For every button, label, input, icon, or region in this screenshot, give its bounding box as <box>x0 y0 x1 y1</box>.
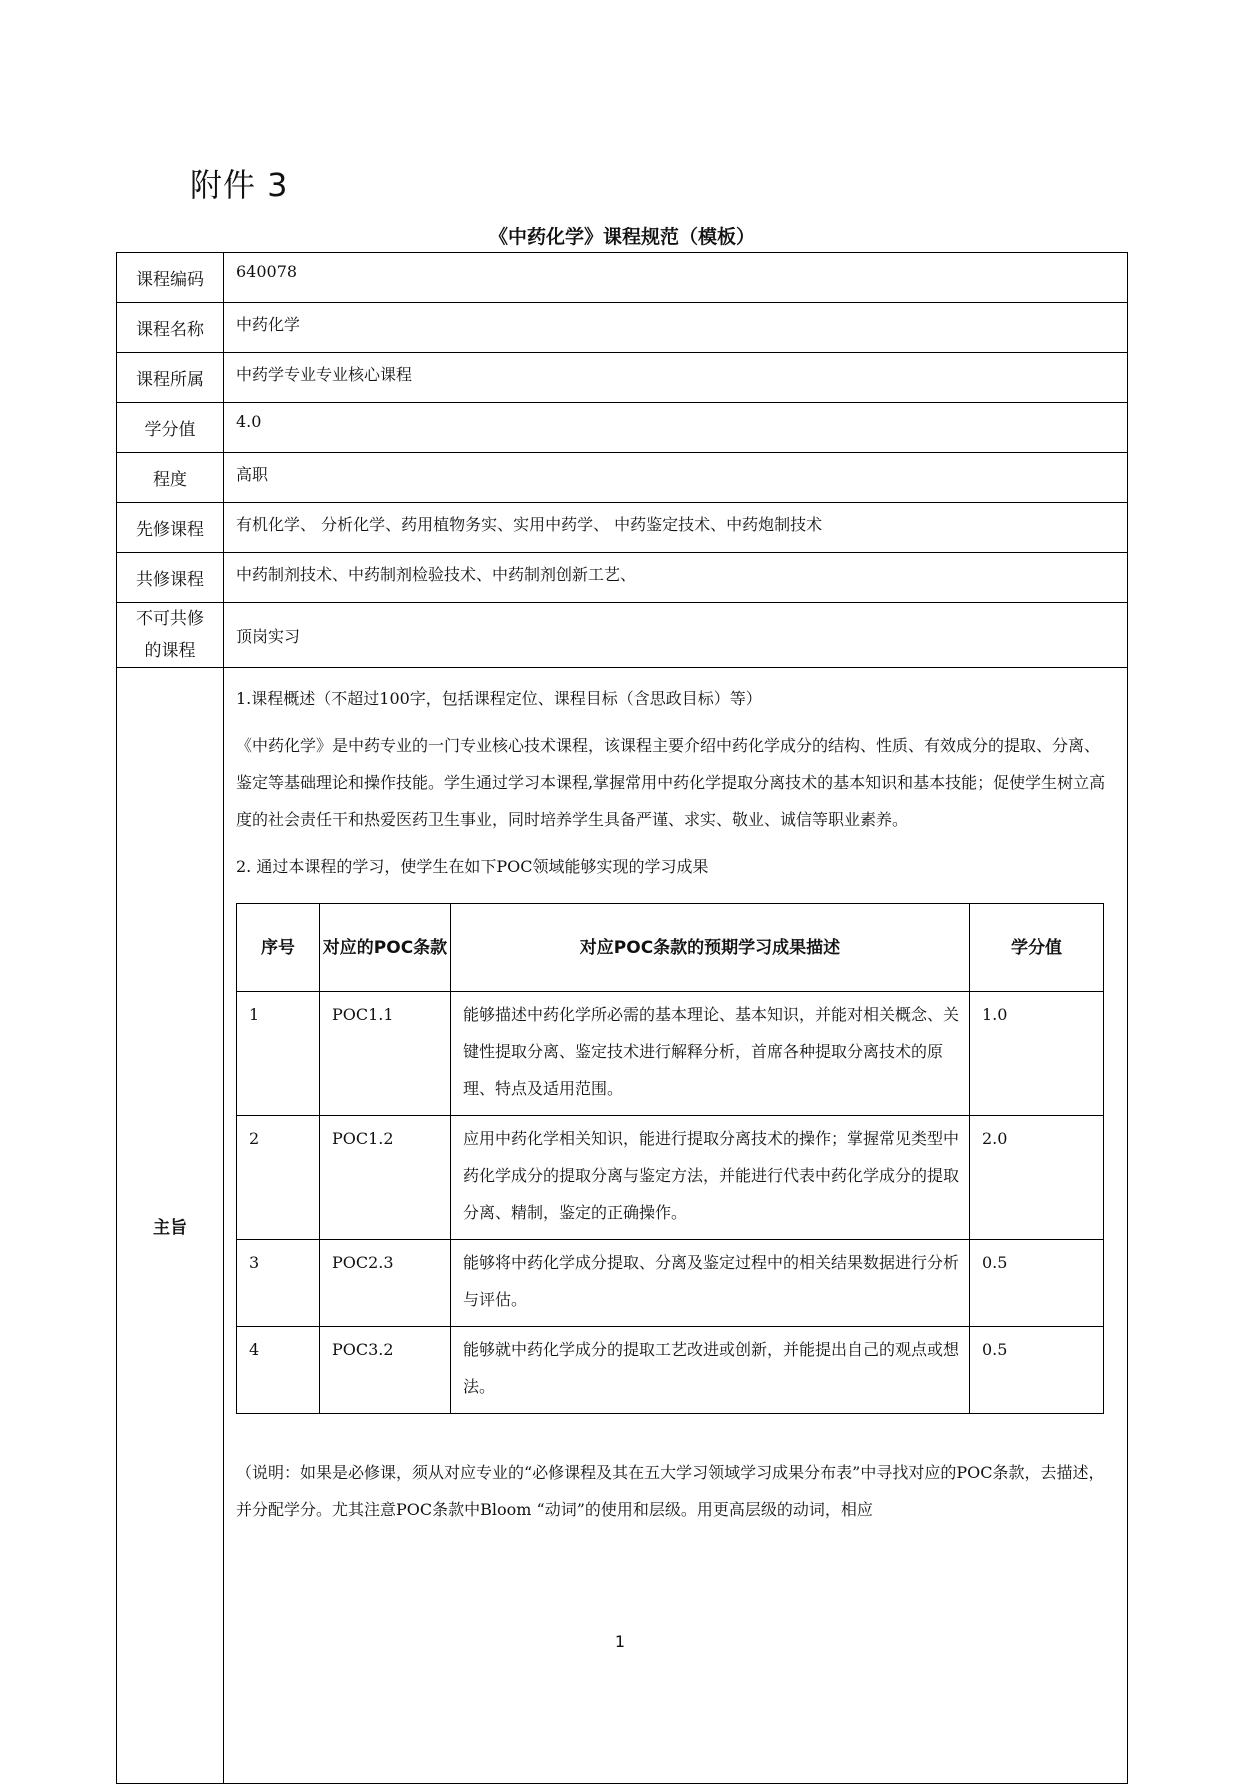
label-prerequisites: 先修课程 <box>117 503 224 553</box>
poc-header-desc: 对应POC条款的预期学习成果描述 <box>451 904 970 992</box>
poc-cell-desc: 能够就中药化学成分的提取工艺改进或创新，并能提出自己的观点或想法。 <box>451 1327 970 1414</box>
poc-cell-credit: 0.5 <box>970 1240 1104 1327</box>
course-spec-table <box>116 252 1128 1784</box>
value-exclusions: 顶岗实习 <box>224 603 1128 668</box>
poc-header-row <box>237 904 1104 992</box>
label-exclusions-line1: 不可共修 <box>136 609 204 629</box>
poc-cell-no: 2 <box>237 1116 320 1240</box>
table-row <box>237 1240 1104 1327</box>
label-course-name: 课程名称 <box>117 303 224 353</box>
label-level: 程度 <box>117 453 224 503</box>
table-row <box>237 992 1104 1116</box>
row-course-name <box>117 303 1128 353</box>
value-prerequisites: 有机化学、 分析化学、药用植物务实、实用中药学、 中药鉴定技术、中药炮制技术 <box>224 503 1128 553</box>
poc-cell-no: 4 <box>237 1327 320 1414</box>
row-level <box>117 453 1128 503</box>
value-course-category: 中药学专业专业核心课程 <box>224 353 1128 403</box>
row-exclusions <box>117 603 1128 668</box>
section2-heading: 2. 通过本课程的学习，使学生在如下POC领域能够实现的学习成果 <box>236 857 709 876</box>
label-exclusions-line2: 的课程 <box>144 641 196 661</box>
value-course-code: 640078 <box>224 253 1128 303</box>
instruction-note: （说明：如果是必修课，须从对应专业的“必修课程及其在五大学习领域学习成果分布表”中寻找对应的POC条款，去描述，并分配学分。尤其注意POC条款中Bloom “动词”的使用和层级。用更高层级的动词，相应 <box>236 1463 1105 1519</box>
label-credits: 学分值 <box>117 403 224 453</box>
poc-cell-no: 3 <box>237 1240 320 1327</box>
label-course-category: 课程所属 <box>117 353 224 403</box>
value-credits: 4.0 <box>224 403 1128 453</box>
value-corequisites: 中药制剂技术、中药制剂检验技术、中药制剂创新工艺、 <box>224 553 1128 603</box>
poc-cell-credit: 1.0 <box>970 992 1104 1116</box>
label-course-code: 课程编码 <box>117 253 224 303</box>
table-row <box>237 1327 1104 1414</box>
poc-header-no: 序号 <box>237 904 320 992</box>
poc-outcomes-table <box>236 903 1104 1414</box>
label-exclusions <box>117 603 224 668</box>
value-course-name: 中药化学 <box>224 303 1128 353</box>
label-main: 主旨 <box>117 668 224 1784</box>
label-corequisites: 共修课程 <box>117 553 224 603</box>
document-title: 《中药化学》课程规范（模板） <box>488 226 755 248</box>
page-number: 1 <box>614 1632 626 1651</box>
row-credits <box>117 403 1128 453</box>
poc-header-credit: 学分值 <box>970 904 1104 992</box>
row-course-category <box>117 353 1128 403</box>
poc-cell-no: 1 <box>237 992 320 1116</box>
section1-heading: 1.课程概述（不超过100字，包括课程定位、课程目标（含思政目标）等） <box>236 689 762 708</box>
row-main <box>117 668 1128 1784</box>
poc-cell-credit: 2.0 <box>970 1116 1104 1240</box>
poc-cell-desc: 能够将中药化学成分提取、分离及鉴定过程中的相关结果数据进行分析与评估。 <box>451 1240 970 1327</box>
poc-cell-poc: POC2.3 <box>320 1240 451 1327</box>
attachment-label: 附件 3 <box>190 166 289 204</box>
poc-cell-poc: POC3.2 <box>320 1327 451 1414</box>
poc-cell-poc: POC1.2 <box>320 1116 451 1240</box>
main-content <box>224 668 1128 1784</box>
poc-cell-poc: POC1.1 <box>320 992 451 1116</box>
poc-cell-credit: 0.5 <box>970 1327 1104 1414</box>
table-row <box>237 1116 1104 1240</box>
poc-header-poc: 对应的POC条款 <box>320 904 451 992</box>
section1-body: 《中药化学》是中药专业的一门专业核心技术课程，该课程主要介绍中药化学成分的结构、性质、有效成分的提取、分离、鉴定等基础理论和操作技能。学生通过学习本课程,掌握常用中药化学提取分离技术的基本知识和基本技能；促使学生树立高度的社会责任干和热爱医药卫生事业，同时培养学生具备严谨、求实、敬业、诚信等职业素养。 <box>236 736 1106 829</box>
row-corequisites <box>117 553 1128 603</box>
poc-cell-desc: 能够描述中药化学所必需的基本理论、基本知识，并能对相关概念、关键性提取分离、鉴定技术进行解释分析，首席各种提取分离技术的原理、特点及适用范围。 <box>451 992 970 1116</box>
row-course-code <box>117 253 1128 303</box>
row-prerequisites <box>117 503 1128 553</box>
poc-cell-desc: 应用中药化学相关知识，能进行提取分离技术的操作；掌握常见类型中药化学成分的提取分离与鉴定方法，并能进行代表中药化学成分的提取分离、精制，鉴定的正确操作。 <box>451 1116 970 1240</box>
value-level: 高职 <box>224 453 1128 503</box>
